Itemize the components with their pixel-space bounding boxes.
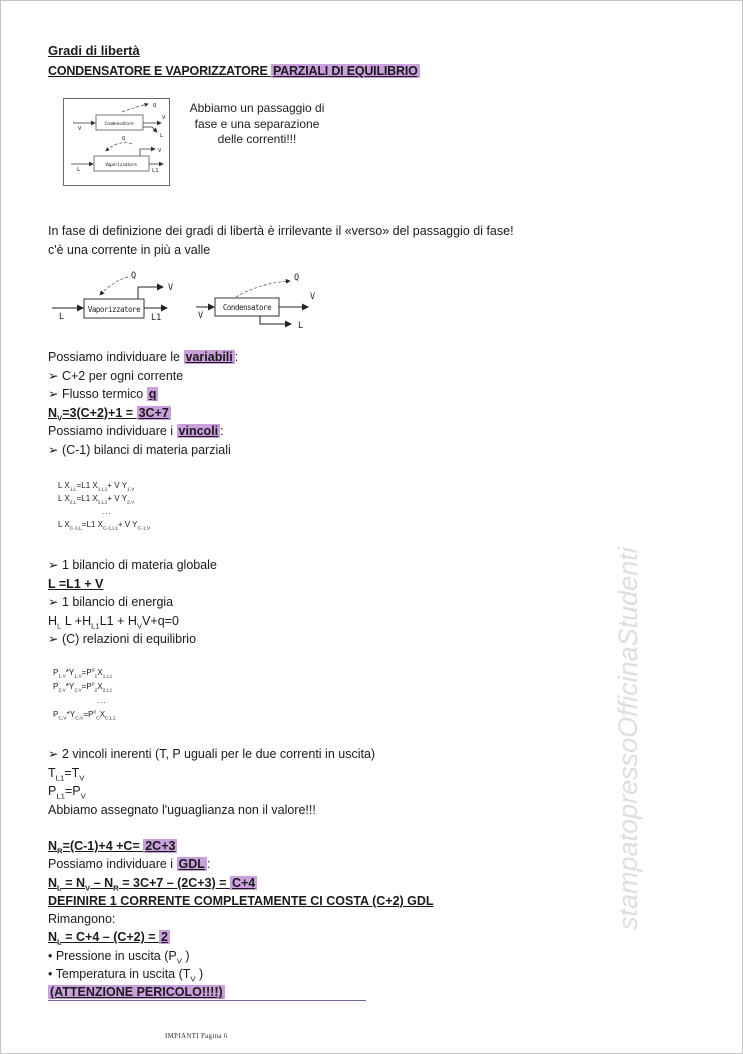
text-line: Possiamo individuare i vincoli : (48, 424, 224, 438)
stream-l-label: L (298, 321, 304, 331)
text-line: ➢ 1 bilancio di materia globale (48, 558, 217, 572)
formula-ellipsis: ... (97, 696, 107, 705)
variables-section (48, 348, 238, 459)
text-line: $N_L = C+4 - (C+2) = 2$ (48, 930, 168, 947)
watermark: stampatopressoOfficinaStudenti (613, 547, 643, 930)
formula-line: $P_{C,V}*Y_{C,V}=P^0_CX_{C,L1}$ (53, 710, 116, 722)
constraints-section (48, 745, 375, 819)
text-line: • Temperatura in uscita ($T_V$ ) (48, 967, 204, 984)
formula-ellipsis: ... (102, 507, 112, 516)
text-line: $H_L$ $L +H_{L1}L1 + H_VV+q=0$ (48, 613, 179, 630)
process-diagram-small (63, 98, 170, 186)
stream-v-label: V (158, 148, 162, 154)
page-header (48, 41, 420, 81)
heat-q-label: Q (122, 136, 126, 142)
text-line: Rimangono: (48, 912, 116, 927)
stream-l-label: L (59, 312, 65, 322)
condenser-vaporizer-schematic (64, 99, 169, 185)
stream-l-label: L (77, 167, 81, 173)
stream-v-label: V (162, 115, 166, 121)
stream-l1-label: L1 (151, 313, 162, 323)
condenser-label: Condensatore (104, 122, 134, 127)
stream-v-label: V (78, 126, 82, 132)
text-line: $P_{L1}=P_V$ (48, 784, 86, 801)
page-subtitle: CONDENSATORE E VAPORIZZATORE PARZIALI DI EQUILIBRIO (48, 64, 418, 78)
text-line: $T_{L1}=T_V$ (48, 765, 85, 782)
vaporizer-label: Vaporizzatore (105, 163, 137, 168)
vaporizer-label: Vaporizzatore (87, 305, 141, 314)
text-line: DEFINIRE 1 CORRENTE COMPLETAMENTE CI COSTA (C+2) GDL (48, 893, 434, 908)
figure-note (173, 101, 341, 148)
stream-v-label: V (310, 292, 316, 302)
formula-line: L $X_{C-1,L}=L1$ $X_{C-1,L1}+ V$ $Y_{C-1,V}$ (58, 520, 151, 532)
formula-line: $P_{1,V}*Y_{1,V}=P^0_1X_{1,L1}$ (53, 668, 113, 680)
stream-l1-label: L1 (152, 168, 159, 174)
process-diagram-flow (46, 271, 326, 339)
text-line: ➢ (C-1) bilanci di materia parziali (48, 442, 231, 457)
text-line: (ATTENZIONE PERICOLO!!!!) (50, 985, 223, 1000)
text-line: Abbiamo assegnato l'uguaglianza non il valore!!! (48, 802, 316, 817)
text-line: ➢ 1 bilancio di energia (48, 595, 174, 609)
text-line: ➢ Flusso termico q (48, 387, 157, 401)
text-line: $N_V=3(C+2)+1 = 3C+7$ (48, 405, 169, 422)
stream-v-label: V (168, 283, 174, 293)
condenser-label: Condensatore (222, 303, 272, 312)
equilibrium-formulas (53, 666, 116, 722)
formula-line: $P_{2,V}*Y_{2,V}=P^0_2X_{2,L1}$ (53, 682, 113, 694)
heat-q-label: Q (131, 271, 137, 281)
heat-q-label: Q (153, 103, 157, 109)
note-line: delle correnti!!! (217, 132, 297, 146)
balance-section (48, 556, 217, 649)
text-line: c'è una corrente in più a valle (48, 243, 211, 257)
formula-line: L $X_{2,L}=L1$ $X_{2,L1}+ V$ $Y_{2,V}$ (58, 494, 135, 506)
text-line: ➢ (C) relazioni di equilibrio (48, 632, 197, 646)
formula-line: L $X_{1,L}=L1$ $X_{1,L1}+ V$ $Y_{1,V}$ (58, 481, 135, 493)
material-balance-formulas (58, 479, 150, 531)
text-line: ➢ C+2 per ogni corrente (48, 368, 184, 383)
page-footer: IMPIANTI Pagina 6 (165, 1032, 228, 1040)
text-line: • Pressione in uscita ($P_V$ ) (48, 948, 190, 966)
stream-l-label: L (160, 133, 164, 139)
note-line: Abbiamo un passaggio di (189, 101, 325, 115)
stream-v-label: V (198, 311, 204, 321)
results-section (48, 837, 434, 1002)
text-line: Possiamo individuare le variabili : (48, 350, 239, 364)
text-line: $N_L = N_V - N_R = 3C+7 - (2C+3) = C+4$ (48, 875, 256, 893)
attention-underline-rule (48, 1000, 366, 1001)
heat-q-label: Q (294, 273, 300, 283)
note-line: fase e una separazione (194, 116, 320, 131)
text-line: $N_R=(C-1)+4 +C= 2C+3$ (48, 839, 176, 856)
page-title: Gradi di libertà (48, 43, 140, 58)
text-line: ➢ 2 vincoli inerenti (T, P uguali per le due correnti in uscita) (48, 747, 376, 761)
text-line: L =L1 + V (48, 576, 104, 591)
intro-paragraph (48, 222, 514, 260)
text-line: In fase di definizione dei gradi di libertà è irrilevante il «verso» del passaggio di fase! (48, 224, 514, 238)
text-line: Possiamo individuare i GDL : (48, 857, 211, 872)
vaporizer-condenser-flow (46, 271, 326, 339)
